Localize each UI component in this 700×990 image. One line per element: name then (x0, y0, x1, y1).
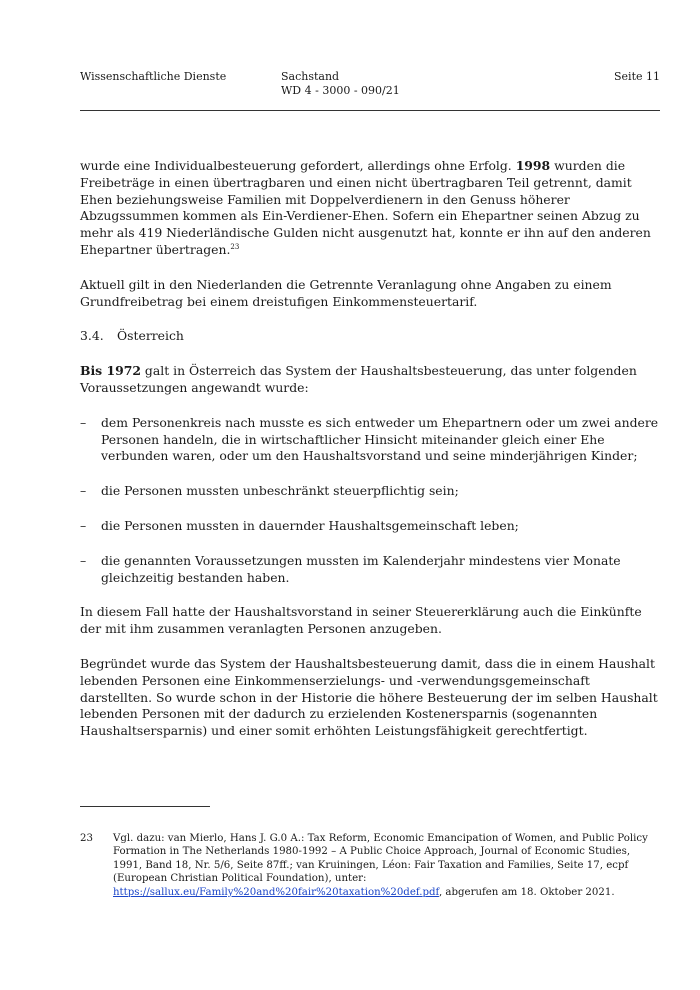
paragraph-austria-intro (80, 363, 660, 397)
dash-bullet: – (80, 414, 87, 430)
paragraph-text: wurde eine Individualbesteuerung gefordert, allerdings ohne Erfolg. (80, 158, 516, 173)
header-doc-type: Sachstand (281, 70, 340, 83)
header-page-number: Seite 11 (614, 70, 660, 83)
section-title: Österreich (117, 328, 184, 344)
header-doc-number: WD 4 - 3000 - 090/21 (281, 84, 400, 97)
section-heading (80, 328, 660, 345)
dash-bullet: – (80, 552, 87, 568)
footnote-text-part: Vgl. dazu: van Mierlo, Hans J. G.0 A.: Tax Reform, Economic Emancipation of Women, and Public Policy Formation in The Netherlands 1980-1992 – A Public Choice Approach, Journal of Economic Studies, 1991, Band 18, Nr. 5/6, Seite 87ff.; van Kruiningen, Léon: Fair Taxation and Families, Seite 17, ecpf (European Christian Political Foundation), unter: (113, 833, 648, 885)
list-item (80, 553, 660, 587)
dash-bullet: – (80, 517, 87, 533)
list-item (80, 483, 660, 500)
paragraph-household-head: In diesem Fall hatte der Haushaltsvorstand in seiner Steuererklärung auch die Einkünfte der mit ihm zusammen veranlagten Personen anzugeben. (80, 604, 642, 637)
paragraph-justification: Begründet wurde das System der Haushaltsbesteuerung damit, dass die in einem Haushalt lebenden Personen eine Einkommenserzielungs- und -verwendungsgemeinschaft darstellten. So wurde schon in der Historie die höhere Besteuerung der im selben Haushalt lebenden Personen mit der dadurch zu erzielenden Kostenersparnis (sogenannten Haushaltsersparnis) und einer somit erhöhten Leistungsfähigkeit gerechtfertigt. (80, 655, 658, 739)
page-header (80, 70, 660, 111)
document-body (80, 158, 660, 758)
bold-year: 1998 (515, 158, 551, 173)
footnote-link[interactable]: https://sallux.eu/Family%20and%20fair%20taxation%20def.pdf (113, 886, 439, 898)
conditions-list (80, 415, 660, 587)
list-item-text: die genannten Voraussetzungen mussten im Kalenderjahr mindestens vier Monate gleichzeitig bestanden haben. (101, 552, 621, 585)
dash-bullet: – (80, 483, 87, 499)
footnote-reference[interactable]: 23 (230, 242, 240, 251)
list-item-text: dem Personenkreis nach musste es sich entweder um Ehepartnern oder um zwei andere Personen handeln, die in wirtschaftlicher Hinsicht miteinander gleich einer Ehe verbunden waren, oder um den Haushaltsvorstand und seine minderjährigen Kinder; (101, 414, 659, 464)
paragraph-text: galt in Österreich das System der Haushaltsbesteuerung, das unter folgenden Voraussetzungen angewandt wurde: (80, 363, 637, 395)
footnote-text (113, 832, 660, 899)
paragraph-netherlands-current: Aktuell gilt in den Niederlanden die Getrennte Veranlagung ohne Angaben zu einem Grundfreibetrag bei einem dreistufigen Einkommensteuertarif. (80, 276, 612, 309)
paragraph-text: wurden die Freibeträge in einen übertragbaren und einen nicht übertragbaren Teil getrennt, damit Ehen beziehungsweise Familien mit Doppelverdienern in den Genuss höherer Abzugssummen kommen als Ein-Verdiener-Ehen. Sofern ein Ehepartner seinen Abzug zu mehr als 419 Niederländische Gulden nicht ausgenutzt hat, konnte er ihn auf den anderen Ehepartner übertragen. (80, 158, 651, 257)
list-item (80, 518, 660, 535)
footnote-number: 23 (80, 833, 93, 844)
list-item-text: die Personen mussten unbeschränkt steuerpflichtig sein; (101, 483, 459, 499)
list-item (80, 415, 660, 465)
footnote-divider (80, 806, 210, 807)
footnote-text-part: , abgerufen am 18. Oktober 2021. (438, 886, 615, 898)
header-document-info (281, 70, 400, 98)
list-item-text: die Personen mussten in dauernder Haushaltsgemeinschaft leben; (101, 517, 519, 533)
bold-period: Bis 1972 (80, 363, 141, 379)
section-number: 3.4. (80, 328, 104, 344)
footnote-23 (80, 832, 660, 899)
header-institution: Wissenschaftliche Dienste (80, 70, 227, 83)
paragraph-netherlands-1998 (80, 158, 660, 259)
